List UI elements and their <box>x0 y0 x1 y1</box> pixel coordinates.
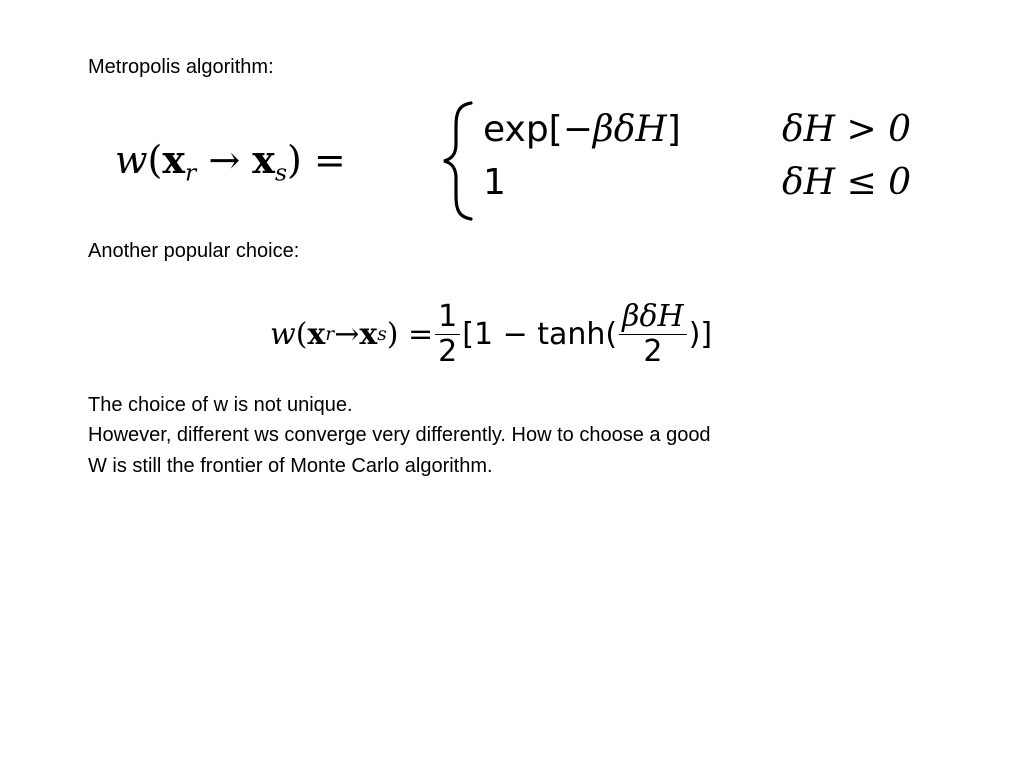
fraction-one-half: $\frac{1}{2}$ <box>435 300 460 369</box>
sub-r: r <box>325 323 335 345</box>
x-s-symbol: x <box>252 137 275 182</box>
curly-brace-icon <box>437 100 477 222</box>
tanh-open: [1 − tanh( <box>462 316 618 352</box>
equation2-row <box>270 300 712 369</box>
case2-condition: δH ≤ 0 <box>782 162 912 203</box>
note-line-1: The choice of w is not unique. <box>88 394 353 416</box>
sub-s: s <box>274 158 288 187</box>
equation1-lhs <box>115 122 346 211</box>
metropolis-equation <box>115 100 955 222</box>
paren-open: ( <box>147 138 163 182</box>
paren-open: ( <box>295 316 308 352</box>
x-s-symbol: x <box>359 316 378 352</box>
sub-s: s <box>377 323 387 345</box>
tanh-equation <box>270 280 830 370</box>
heading-metropolis: Metropolis algorithm: <box>88 56 274 78</box>
arrow-symbol: → <box>196 138 253 182</box>
tanh-close: )] <box>688 316 713 352</box>
case1-condition: δH > 0 <box>782 109 912 150</box>
x-r-symbol: x <box>162 137 186 182</box>
note-line-3: W is still the frontier of Monte Carlo algorithm. <box>88 455 493 477</box>
paren-close-equals: ) = <box>287 138 346 182</box>
case1-value: exp[−βδH] <box>483 109 681 150</box>
note-line-2: However, different ws converge very differently. How to choose a good <box>88 424 711 446</box>
case2-value: 1 <box>483 162 506 203</box>
x-r-symbol: x <box>307 316 326 352</box>
heading-another-choice: Another popular choice: <box>88 240 300 262</box>
paren-close-equals: ) = <box>386 316 434 352</box>
sub-r: r <box>185 158 197 187</box>
w-symbol: w <box>270 316 296 352</box>
fraction-beta-deltaH-over-2: $\frac{\text{βδH}}{2}$ <box>619 300 687 369</box>
arrow-symbol: → <box>334 316 360 352</box>
w-symbol: w <box>115 138 148 182</box>
